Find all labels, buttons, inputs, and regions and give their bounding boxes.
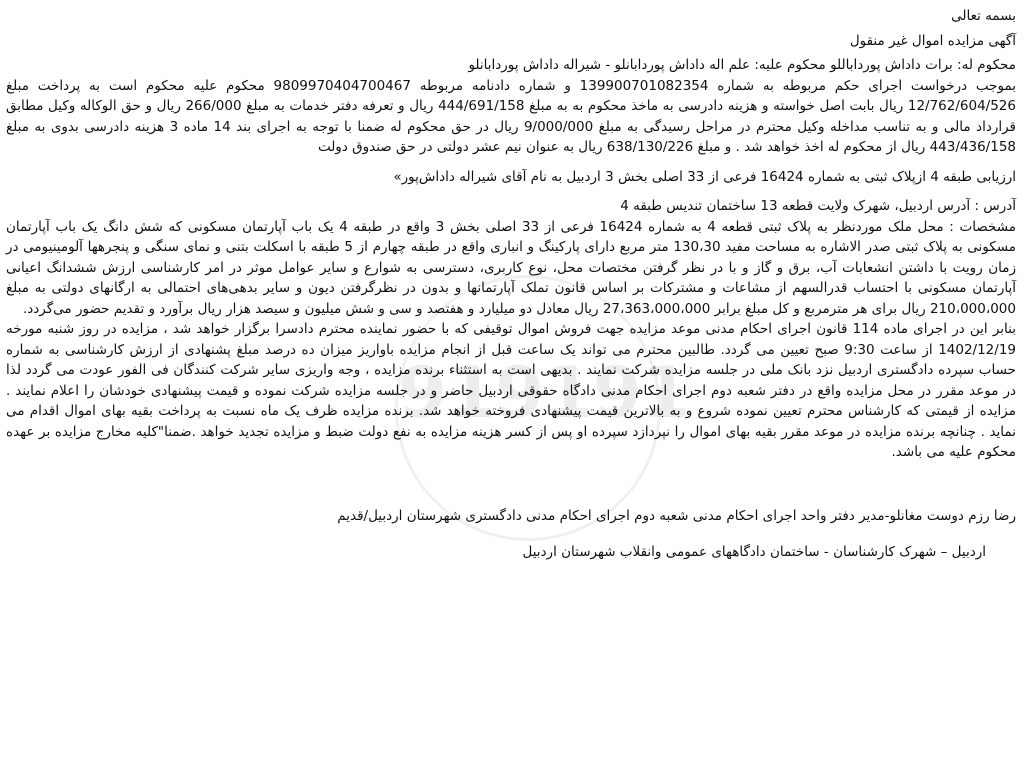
parties-line: محکوم له: برات داداش پورداباللو محکوم علیه: علم اله داداش پوردابانلو - شیراله داداش پوردابانلو xyxy=(468,57,1016,73)
notice-title: آگهی مزایده اموال غیر منقول xyxy=(849,32,1016,49)
invocation: بسمه تعالی xyxy=(951,8,1016,24)
valuation-line: ارزیابی طبقه 4 ازپلاک ثبتی به شماره 16424 فرعی از 33 اصلی بخش 3 اردبیل به نام آقای شیراله داداش‌پور» xyxy=(393,168,1016,185)
specifications-paragraph: مشخصات : محل ملک موردنظر به پلاک ثبتی قطعه 4 به شماره 16424 فرعی از 33 اصلی بخش 3 واقع در طبقه 4 یک باب آپارتمان مسکونی که شش دانگ یک باب آپارتمان مسکونی به پلاک ثبتی صدر الاشاره به مساحت مفید 130،30 متر مربع دارای پارکینگ و انباری واقع در طبقه چهارم از 5 طبقه با اسکلت بتنی و نمای سنگی و پنجرهها آلومینیومی در زمان رویت با داشتن انشعابات آب، برق و گاز و با در نظر گرفتن مختصات محل، نوع کاربری، دسترسی به شوارع و سایر عوامل موثر در امر کارشناسی ارزش ششدانگ اعیانی آپارتمان مسکونی با احتساب قدرالسهم از مشاعات و مشترکات بر اساس قانون تملک آپارتمانها و بدون در نظرگرفتن دیون و سایر بدهی‌های احتمالی به ارگانهای دولتی به مبلغ 210،000،000 ریال برای هر مترمربع و کل مبلغ برابر 27،363،000،000 ریال معادل دو میلیارد و هفتصد و سی و شش میلیون و سیصد هزار ریال برآورد و تقدیم حضور می‌گردد. xyxy=(6,218,1017,317)
signatory-line: رضا رزم دوست مغانلو-مدیر دفتر واحد اجرای احکام مدنی شعبه دوم اجرای احکام مدنی دادگستری شهرستان اردبیل/قدیم xyxy=(337,507,1016,524)
address-line: آدرس : آدرس اردبیل، شهرک ولایت قطعه 13 ساختمان تندیس طبقه 4 xyxy=(620,198,1016,214)
footer-address: اردبیل – شهرک کارشناسان - ساختمان دادگاههای عمومی وانقلاب شهرستان اردبیل xyxy=(522,543,986,560)
terms-paragraph: بنابر این در اجرای ماده 114 قانون اجرای احکام مدنی موعد مزایده جهت فروش اموال توقیفی که با حضور نماینده محترم دادسرا برگزار خواهد شد ، مزایده در روز شنبه مورخه 1402/12/19 از ساعت 9:30 صبح تعیین می گردد. طالبین محترم می تواند یک ساعت قبل از انجام مزایده باواریز میزان ده درصد مبلغ پشنهادی از ارزش کارشناسی به شماره حساب سپرده دادگستری اردبیل نزد بانک ملی در جلسه مزایده شرکت نمایند . بدیهی است به استثناء برنده مزایده ، وجه واریزی سایر شرکت کنندگان فی الفور عودت می گردد لذا در موعد مقرر در محل مزایده واقع در دفتر شعبه دوم اجرای احکام مدنی دادگاه حقوقی اردبیل حاضر و در جلسه مزایده شرکت نموده و قیمت پیشنهادی خودشان را اعلام نمایند . مزایده از قیمتی که کارشناس محترم تعیین نموده شروع و به بالاترین قیمت پیشنهادی فروخته خواهد شد. برنده مزایده ظرف یک ماه نسبت به پرداخت بقیه بهای اموال اقدام می نماید . چنانچه برنده مزایده در موعد مقرر بقیه بهای اموال را نپردازد سپرده او پس از کسر هزینه مزایده به نفع دولت ضبط و مزایده تجدید خواهد .ضمنا"کلیه مخارج مزایده بر عهده محکوم علیه می باشد. xyxy=(6,321,1016,460)
watermark-stamp: 919191 xyxy=(395,275,661,541)
intro-paragraph: بموجب درخواست اجرای حکم مربوطه به شماره 139900701082354 و شماره دادنامه مربوطه 9809970404700467 محکوم علیه محکوم است به پرداخت مبلغ 12/762/604/526 ریال بابت اصل خواسته و هزینه دادرسی به ماخذ محکوم به به مبلغ 444/691/158 ریال و تعرفه دفتر خدمات به مبلغ 266/000 ریال و حق الوکاله وکیل مطابق قرارداد مالی و به تناسب مداخله وکیل محترم در مراحل رسیدگی به مبلغ 9/000/000 ریال در حق محکوم له ضمنا با توجه به اجرای بند 14 ماده 3 هزینه دادرسی بدوی به مبلغ 443/436/158 ریال از محکوم له اخذ خواهد شد . و مبلغ 638/130/226 ریال به عنوان نیم عشر دولتی در حق صندوق دولت xyxy=(6,77,1017,155)
